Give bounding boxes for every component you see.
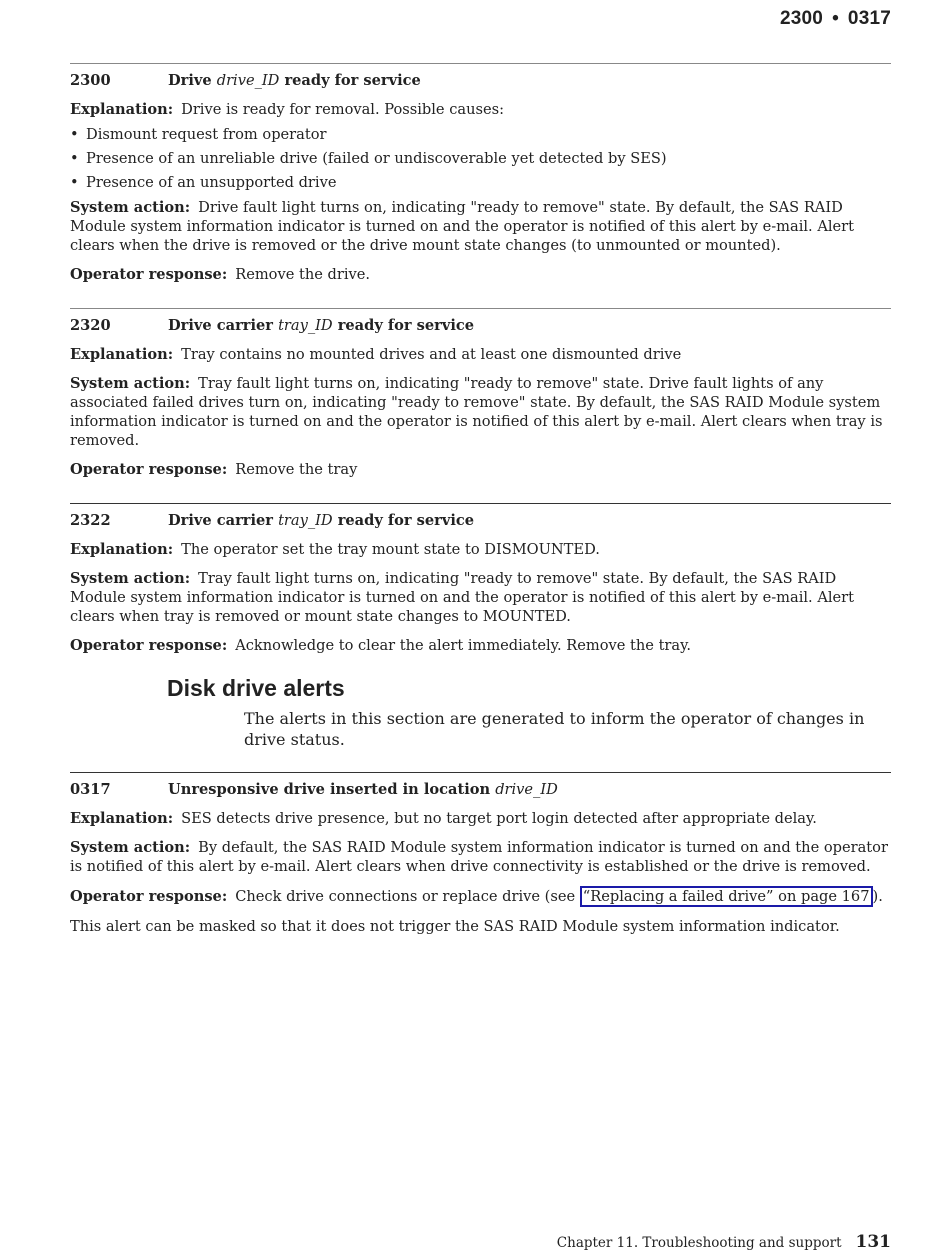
page-content [70,63,891,946]
alert-2322 [70,503,891,655]
alert-title-variable: tray_ID [278,512,333,529]
operator-response-label: Operator response: [70,461,228,478]
alert-title-text: Drive carrier [168,317,279,334]
section-title: Disk drive alerts [167,675,345,701]
operator-response-label: Operator response: [70,266,228,283]
system-action-label: System action: [70,199,191,216]
explanation [70,540,891,559]
explanation [70,100,891,119]
operator-response-text: Acknowledge to clear the alert immediately. Remove the tray. [235,637,692,654]
alert-title-text: Unresponsive drive inserted in location [168,781,496,798]
alert-2300 [70,63,891,284]
operator-response-text: Remove the drive. [235,266,371,283]
alert-code: 2300 [70,72,111,89]
system-action-label: System action: [70,839,191,856]
alert-title-variable: drive_ID [216,72,280,89]
alert-title-text-end: ready for service [279,72,421,89]
system-action-text: Tray fault light turns on, indicating "ready to remove" state. By default, the SAS RAID Module system information indicator is turned on and the operator is notified of this alert by e-mail. Alert clears when tray is removed or mount state changes to MOUNTED. [70,570,855,625]
alert-title-text-end: ready for service [332,317,475,334]
explanation-label: Explanation: [70,810,174,827]
explanation-text: The operator set the tray mount state to DISMOUNTED. [181,541,600,558]
explanation-label: Explanation: [70,101,174,118]
system-action [70,569,891,626]
operator-response-text: Check drive connections or replace drive (see [235,888,580,905]
system-action-text: By default, the SAS RAID Module system information indicator is turned on and the operator is notified of this alert by e-mail. Alert clears when drive connectivity is established or the drive is removed. [70,839,888,875]
alert-title-variable: tray_ID [278,317,333,334]
alert-heading [70,71,891,90]
system-action [70,838,891,876]
explanation-label: Explanation: [70,541,174,558]
system-action-text: Drive fault light turns on, indicating "ready to remove" state. By default, the SAS RAID Module system information indicator is turned on and the operator is notified of this alert by e-mail. Alert clears when the drive is removed or the drive mount state changes (to unmounted or mounted). [70,199,855,254]
alert-heading [70,316,891,335]
alert-title [168,316,474,335]
alert-code: 0317 [70,781,111,798]
explanation-label: Explanation: [70,346,174,363]
alert-divider [70,772,891,773]
list-item: • Presence of an unsupported drive [70,173,891,192]
alert-2320 [70,308,891,479]
alert-heading [70,780,891,799]
alert-divider [70,308,891,309]
mask-note: This alert can be masked so that it does not trigger the SAS RAID Module system information indicator. [70,918,840,935]
alert-title-variable: drive_ID [495,781,558,798]
operator-response [70,265,891,284]
system-action [70,374,891,450]
header-last-code: 0317 [847,8,891,29]
causes-list [70,125,891,192]
alert-0317 [70,772,891,936]
explanation [70,809,891,828]
alert-title [168,511,474,530]
explanation [70,345,891,364]
system-action-text: Tray fault light turns on, indicating "ready to remove" state. Drive fault lights of any associated failed drives turn on, indicating "ready to remove" state. By default, the SAS RAID Module system information indicator is turned on and the operator is notified of this alert by e-mail. Alert clears when tray is removed. [70,375,883,449]
explanation-text: Tray contains no mounted drives and at least one dismounted drive [181,346,682,363]
explanation-text: Drive is ready for removal. Possible causes: [181,101,505,118]
alert-divider [70,63,891,64]
alert-title [168,71,421,90]
alert-divider [70,503,891,504]
alert-heading [70,511,891,530]
system-action-label: System action: [70,570,191,587]
operator-response-text-end: ). [872,888,883,905]
footer-chapter: Chapter 11. Troubleshooting and support [556,1235,842,1251]
alert-code: 2322 [70,512,111,529]
system-action-label: System action: [70,375,191,392]
operator-response-text: Remove the tray [235,461,358,478]
header-separator: • [832,8,839,29]
operator-response [70,636,891,655]
system-action [70,198,891,255]
list-item: • Dismount request from operator [70,125,891,144]
section-intro: The alerts in this section are generated to inform the operator of changes in drive status. [244,709,865,749]
list-item: • Presence of an unreliable drive (failed or undiscoverable yet detected by SES) [70,149,891,168]
replacing-failed-drive-link[interactable]: “Replacing a failed drive” on page 167 [580,886,873,907]
operator-response [70,886,891,907]
running-header [780,8,891,30]
operator-response-label: Operator response: [70,637,228,654]
alert-title [168,780,558,799]
operator-response [70,460,891,479]
page-footer [557,1232,891,1252]
header-first-code: 2300 [779,8,824,29]
alert-title-text-end: ready for service [332,512,475,529]
alert-title-text: Drive carrier [168,512,279,529]
alert-code: 2320 [70,317,111,334]
alert-title-text: Drive [168,72,217,89]
explanation-text: SES detects drive presence, but no target port login detected after appropriate delay. [181,810,817,827]
page-number: 131 [855,1232,891,1252]
operator-response-label: Operator response: [70,888,228,905]
